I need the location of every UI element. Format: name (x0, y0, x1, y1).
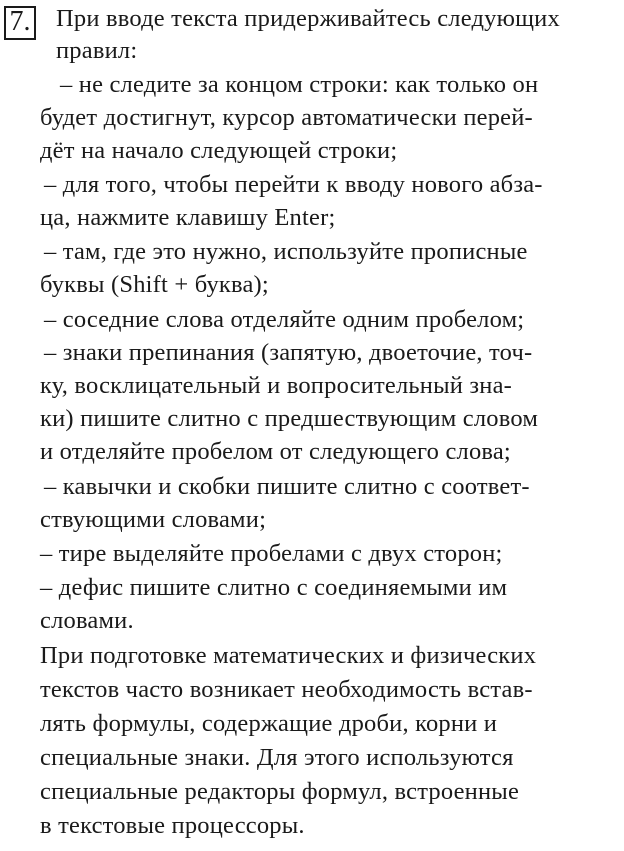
rules-intro-line-2: правил: (56, 37, 138, 64)
rule-7-line-1: – тире выделяйте пробелами с двух сторон; (40, 540, 503, 567)
rule-3-line-1: – там, где это нужно, используйте прописные (44, 238, 528, 265)
rule-3-line-2: буквы (Shift + буква); (40, 271, 269, 298)
rule-8-line-1: – дефис пишите слитно с соединяемыми им (40, 574, 508, 601)
rule-1-line-3: дёт на начало следующей строки; (40, 137, 398, 164)
rule-5-line-1: – знаки препинания (запятую, двоеточие, точ- (44, 339, 533, 366)
paragraph-line-2: текстов часто возникает необходимость встав- (40, 676, 533, 703)
rule-1-line-1: – не следите за концом строки: как только он (60, 71, 539, 98)
task-number-box (4, 6, 36, 40)
paragraph-line-5: специальные редакторы формул, встроенные (40, 778, 520, 805)
paragraph-line-1: При подготовке математических и физических (40, 642, 537, 669)
rules-intro-line-1: При вводе текста придерживайтесь следующих (56, 5, 560, 32)
rule-6-line-2: ствующими словами; (40, 506, 267, 533)
rule-2-line-2: ца, нажмите клавишу Enter; (40, 204, 336, 231)
rule-5-line-4: и отделяйте пробелом от следующего слова; (40, 438, 511, 465)
rule-4-line-1: – соседние слова отделяйте одним пробелом; (44, 306, 525, 333)
rule-5-line-3: ки) пишите слитно с предшествующим словом (40, 405, 539, 432)
rule-1-line-2: будет достигнут, курсор автоматически перей- (40, 104, 533, 131)
paragraph-line-6: в текстовые процессоры. (40, 812, 305, 839)
task-number: 7. (9, 6, 31, 37)
paragraph-line-3: лять формулы, содержащие дроби, корни и (40, 710, 498, 737)
rule-6-line-1: – кавычки и скобки пишите слитно с соответ- (44, 473, 530, 500)
rule-2-line-1: – для того, чтобы перейти к вводу нового абза- (44, 171, 543, 198)
rule-8-line-2: словами. (40, 607, 134, 634)
paragraph-line-4: специальные знаки. Для этого используются (40, 744, 514, 771)
rule-5-line-2: ку, восклицательный и вопросительный зна- (40, 372, 513, 399)
